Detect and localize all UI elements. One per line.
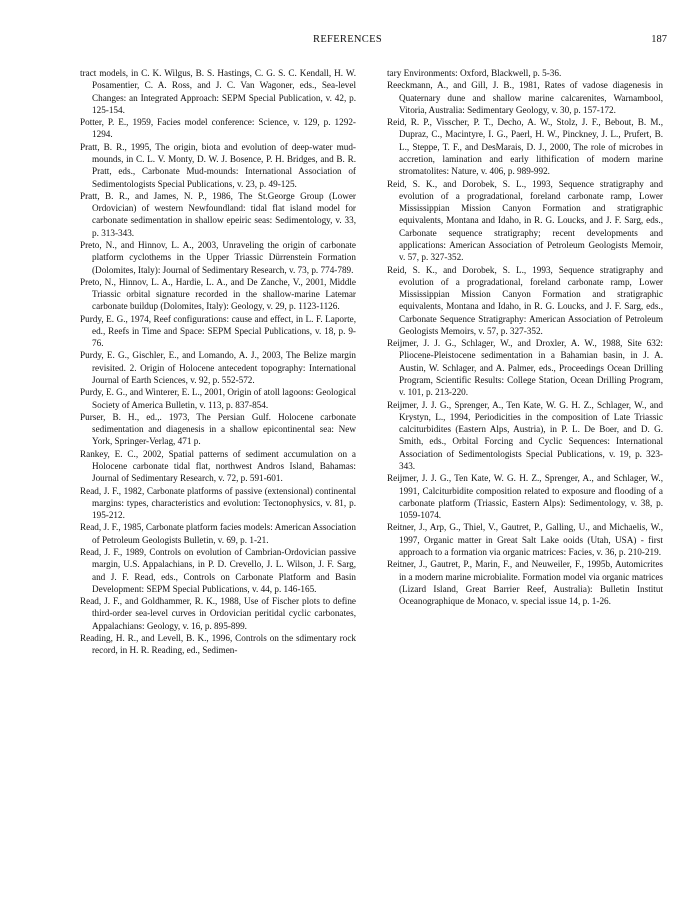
reference-entry: Preto, N., Hinnov, L. A., Hardie, L. A., and De Zanche, V., 2001, Middle Triassic orbital signature recorded in the shallow-marine Latemar carbonate buildup (Dolomites, Italy): Geology, v. 29, p. 1123-1126. bbox=[80, 276, 356, 312]
reference-entry: Preto, N., and Hinnov, L. A., 2003, Unraveling the origin of carbonate platform cyclothems in the Upper Triassic Dürrenstein Formation (Dolomites, Italy): Journal of Sedimentary Research, v. 73, p. 774-789. bbox=[80, 239, 356, 275]
reference-entry: Read, J. F., 1989, Controls on evolution of Cambrian-Ordovician passive margin, U.S. Appalachians, in P. D. Crevello, J. L. Wilson, J. F. Sarg, and J. F. Read, eds., Controls on Carbonate Platform and Basin Development: SEPM Special Publications, v. 44, p. 146-165. bbox=[80, 546, 356, 594]
reference-entry: Purdy, E. G., 1974, Reef configurations: cause and effect, in L. F. Laporte, ed., Reefs in Time and Space: SEPM Special Publications, v. 18, p. 9-76. bbox=[80, 313, 356, 349]
reference-entry: Reitner, J., Gautret, P., Marin, F., and Neuweiler, F., 1995b, Automicrites in a modern marine microbialite. Formation model via organic matrices (Lizard Island, Great Barrier Reef, Australia): Bulletin Institut Oceanographique de Monaco, v. special issue 14, p. 1-26. bbox=[387, 559, 663, 607]
reference-entry: Read, J. F., 1982, Carbonate platforms of passive (extensional) continental margins: types, characteristics and evolution: Tectonophysics, v. 81, p. 195-212. bbox=[80, 485, 356, 521]
running-header-title: REFERENCES bbox=[313, 34, 382, 45]
reference-entry: Reijmer, J. J. G., Sprenger, A., Ten Kate, W. G. H. Z., Schlager, W., and Krystyn, L., 1994, Periodicities in the composition of Late Triassic calciturbidites (Eastern Alps, Austria), in P. L. De Boer, and D. G. Smith, eds., Orbital Forcing and Cyclic Sequences: International Association of Sedimentologists Special Publications, v. 19, p. 323-343. bbox=[387, 399, 663, 471]
references-left-column bbox=[80, 67, 356, 657]
reference-entry: Read, J. F., 1985, Carbonate platform facies models: American Association of Petroleum Geologists Bulletin, v. 69, p. 1-21. bbox=[80, 522, 356, 545]
reference-entry: tary Environments: Oxford, Blackwell, p. 5-36. bbox=[387, 68, 562, 78]
reference-entry: Read, J. F., and Goldhammer, R. K., 1988, Use of Fischer plots to define third-order sea-level curves in Ordovician peritidal cyclic carbonates, Appalachians: Geology, v. 16, p. 895-899. bbox=[80, 596, 356, 631]
reference-entry: Purser, B. H., ed.,. 1973, The Persian Gulf. Holocene carbonate sedimentation and diagenesis in a shallow epicontinental sea: New York, Springer-Verlag, 471 p. bbox=[80, 411, 356, 447]
reference-entry: Reid, R. P., Visscher, P. T., Decho, A. W., Stolz, J. F., Bebout, B. M., Dupraz, C., Macintyre, I. G., Paerl, H. W., Pinckney, J. L., Prufert, B. L., Steppe, T. F., and DesMarais, D. J., 2000, The role of microbes in accretion, lamination and early lithification of modern marine stromatolites: Nature, v. 406, p. 989-992. bbox=[387, 117, 663, 177]
reference-entry: Reeckmann, A., and Gill, J. B., 1981, Rates of vadose diagenesis in Quaternary dune and shallow marine calcarenites, Warnambool, Vitoria, Australia: Sedimentary Geology, v. 30, p. 157-172. bbox=[387, 80, 663, 115]
running-header bbox=[0, 34, 695, 50]
reference-entry: Purdy, E. G., Gischler, E., and Lomando, A. J., 2003, The Belize margin revisited. 2. Origin of Holocene antecedent topography: International Journal of Earth Sciences, v. 92, p. 552-572. bbox=[80, 350, 356, 386]
reference-entry: Reading, H. R., and Levell, B. K., 1996, Controls on the sdimentary rock record, in H. R. Reading, ed., Sedimen- bbox=[80, 632, 356, 656]
references-right-column bbox=[387, 67, 663, 607]
reference-entry: Pratt, B. R., 1995, The origin, biota and evolution of deep-water mud-mounds, in C. L. V. Monty, D. W. J. Bosence, P. H. Bridges, and B. R. Pratt, eds., Carbonate Mud-mounds: International Association of Sedimentologists Special Publications, v. 23, p. 49-125. bbox=[80, 141, 356, 189]
reference-entry: Reitner, J., Arp, G., Thiel, V., Gautret, P., Galling, U., and Michaelis, W., 1997, Organic matter in Great Salt Lake ooids (Utah, USA) - first approach to a formation via organic matrices: Facies, v. 36, p. 210-219. bbox=[387, 522, 663, 557]
reference-entry: tract models, in C. K. Wilgus, B. S. Hastings, C. G. S. C. Kendall, H. W. Posamentier, C. A. Ross, and J. C. Van Wagoner, eds., Sea-level Changes: an Integrated Approach: SEPM Special Publication, v. 42, p. 125-154. bbox=[80, 68, 356, 115]
reference-entry: Rankey, E. C., 2002, Spatial patterns of sediment accumulation on a Holocene carbonate tidal flat, northwest Andros Island, Bahamas: Journal of Sedimentary Research, v. 72, p. 591-601. bbox=[80, 448, 356, 484]
reference-entry: Reid, S. K., and Dorobek, S. L., 1993, Sequence stratigraphy and evolution of a progradational, foreland carbonate ramp, Lower Mississippian Mission Canyon Formation and stratigraphic equivalents, Montana and Idaho, in R. G. Loucks, and J. F. Sarg, eds., Carbonate sequence stratigraphy; recent developments and applications: American Association of Petroleum Geologists Memoir, v. 57, p. 327-352. bbox=[387, 178, 663, 263]
reference-entry: Purdy, E. G., and Winterer, E. L., 2001, Origin of atoll lagoons: Geological Society of America Bulletin, v. 113, p. 837-854. bbox=[80, 387, 356, 410]
reference-entry: Reijmer, J. J. G., Ten Kate, W. G. H. Z., Sprenger, A., and Schlager, W., 1991, Calciturbidite composition related to exposure and flooding of a carbonate platform (Triassic, Eastern Alps): Sedimentology, v. 38, p. 1059-1074. bbox=[387, 473, 663, 521]
reference-entry: Potter, P. E., 1959, Facies model conference: Science, v. 129, p. 1292-1294. bbox=[80, 117, 356, 140]
reference-entry: Reijmer, J. J. G., Schlager, W., and Droxler, A. W., 1988, Site 632: Pliocene-Pleistocene sedimentation in a Bahamian basin, in J. A. Austin, W. Schlager, and A. Palmer, eds., Proceedings Ocean Drilling Program, Scientific Results: College Station, Ocean Drilling Program, v. 101, p. 213-220. bbox=[387, 338, 663, 398]
page-number: 187 bbox=[651, 34, 667, 45]
reference-entry: Reid, S. K., and Dorobek, S. L., 1993, Sequence stratigraphy and evolution of a progradational, foreland carbonate ramp, Lower Mississippian Mission Canyon Formation and stratigraphic equivalents, Montana and Idaho, in R. G. Loucks, and J. F. Sarg, eds., Carbonate Sequence Stratigraphy: American Association of Petroleum Geologists Memoirs, v. 57, p. 327-352. bbox=[387, 264, 663, 336]
reference-entry: Pratt, B. R., and James, N. P., 1986, The St.George Group (Lower Ordovician) of western Newfoundland: tidal flat island model for carbonate sedimentation in shallow epeiric seas: Sedimentology, v. 33, p. 313-343. bbox=[80, 190, 356, 238]
